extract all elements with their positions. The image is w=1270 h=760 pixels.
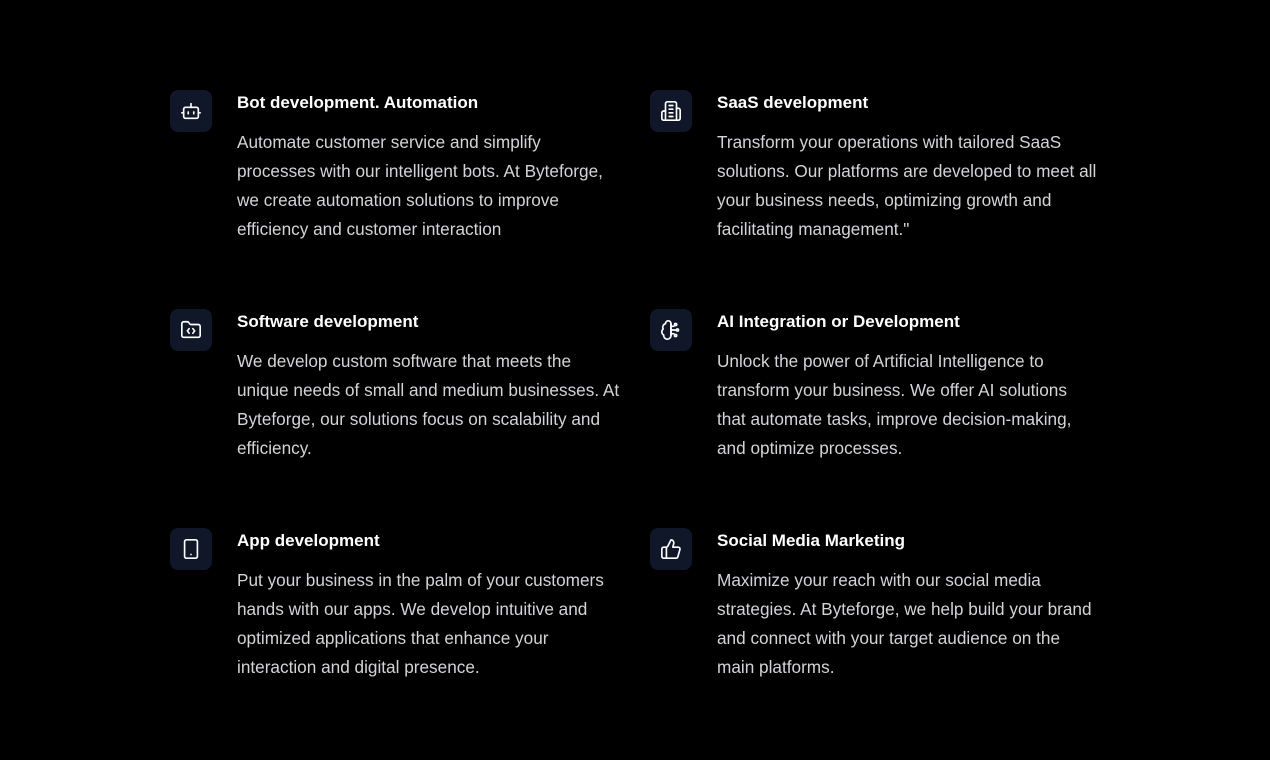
service-title: SaaS development [717, 93, 869, 112]
service-description: Unlock the power of Artificial Intelligence to transform your business. We offer AI solutions that automate tasks, improve decision-making, and optimize processes. [717, 351, 1072, 458]
service-description: We develop custom software that meets the unique needs of small and medium businesses. At Byteforge, our solutions focus on scalability and efficiency. [237, 351, 620, 458]
service-title: Bot development. Automation [237, 93, 479, 112]
service-social-media-marketing [650, 530, 1100, 749]
service-ai-integration [650, 311, 1100, 530]
service-software-development [170, 311, 620, 530]
building-icon [650, 90, 692, 132]
brain-circuit-icon [650, 309, 692, 351]
service-title: Software development [237, 312, 419, 331]
service-app-development [170, 530, 620, 749]
folder-code-icon [170, 309, 212, 351]
thumbs-up-icon [650, 528, 692, 570]
tablet-icon [170, 528, 212, 570]
services-grid [170, 92, 1100, 749]
robot-icon [170, 90, 212, 132]
service-description: Maximize your reach with our social media strategies. At Byteforge, we help build your brand and connect with your target audience on the main platforms. [717, 570, 1092, 677]
service-description: Automate customer service and simplify processes with our intelligent bots. At Byteforge, we create automation solutions to improve efficiency and customer interaction [237, 132, 603, 239]
service-description: Put your business in the palm of your customers hands with our apps. We develop intuitive and optimized applications that enhance your interaction and digital presence. [237, 570, 604, 677]
service-title: Social Media Marketing [717, 531, 905, 550]
service-title: App development [237, 531, 380, 550]
service-title: AI Integration or Development [717, 312, 960, 331]
service-saas-development [650, 92, 1100, 311]
service-description: Transform your operations with tailored SaaS solutions. Our platforms are developed to meet all your business needs, optimizing growth and facilitating management." [717, 132, 1097, 239]
service-bot-development [170, 92, 620, 311]
